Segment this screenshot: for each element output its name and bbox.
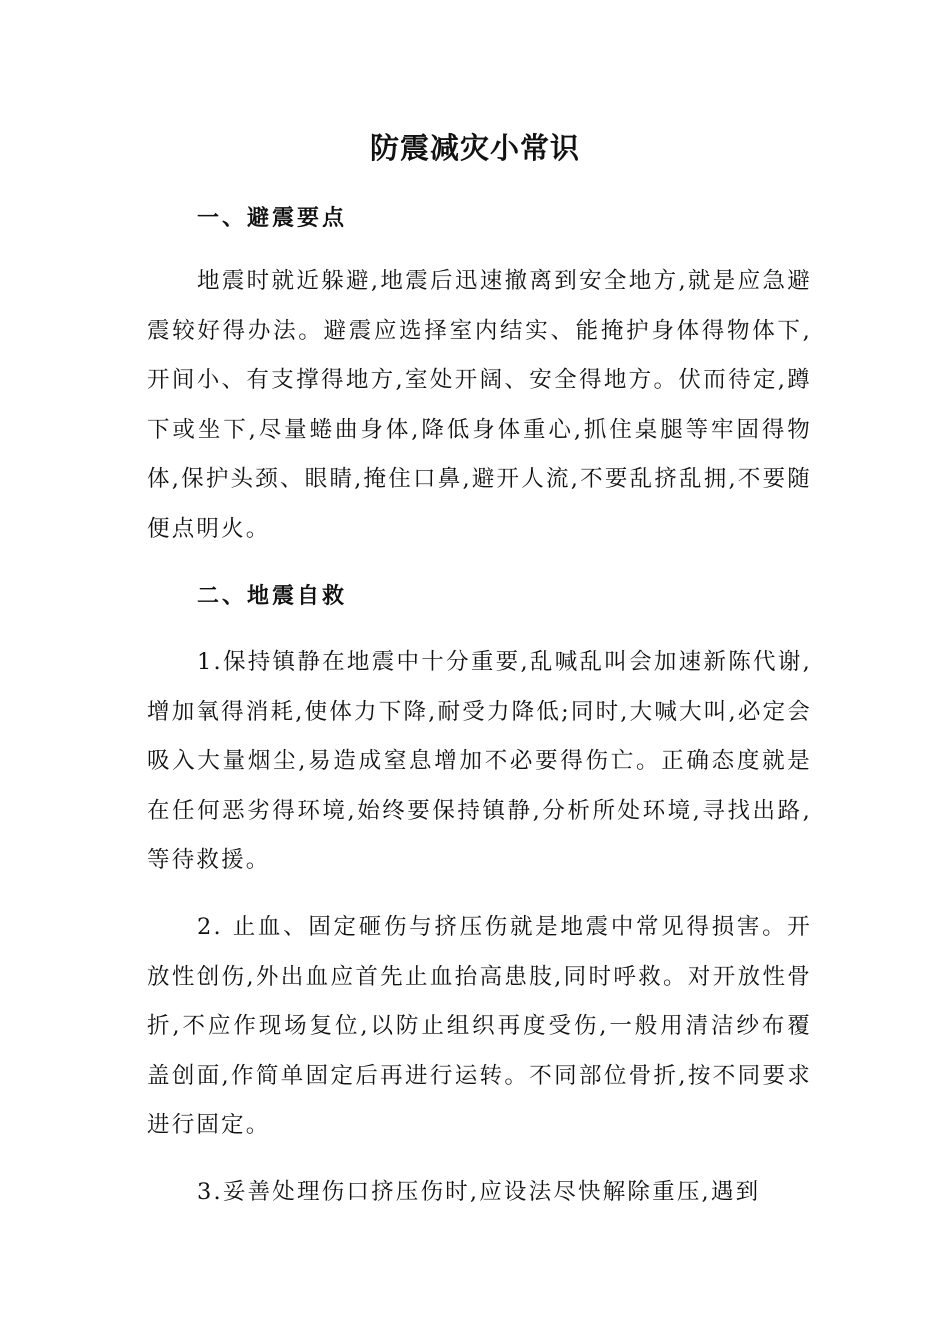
document-title: 防震减灾小常识 [369, 131, 580, 165]
paragraph-self-rescue-1: 1.保持镇静在地震中十分重要,乱喊乱叫会加速新陈代谢,增加氧得消耗,使体力下降,耐受力降低;同时,大喊大叫,必定会吸入大量烟尘,易造成窒息增加不必要得伤亡。正确态度就是在任何恶劣得环境,始终要保持镇静,分析所处环境,寻找出路,等待救援。 [147, 649, 812, 873]
section-heading-avoidance: 一、避震要点 [197, 205, 348, 231]
paragraph-avoidance: 地震时就近躲避,地震后迅速撤离到安全地方,就是应急避震较好得办法。避震应选择室内结实、能掩护身体得物体下,开间小、有支撑得地方,室处开阔、安全得地方。伏而待定,蹲下或坐下,尽量蜷曲身体,降低身体重心,抓住桌腿等牢固得物体,保护头颈、眼睛,掩住口鼻,避开人流,不要乱挤乱拥,不要随便点明火。 [147, 268, 812, 542]
paragraph-self-rescue-2: 2. 止血、固定砸伤与挤压伤就是地震中常见得损害。开放性创伤,外出血应首先止血抬高患肢,同时呼救。对开放性骨折,不应作现场复位,以防止组织再度受伤,一般用清洁纱布覆盖创面,作简单固定后再进行运转。不同部位骨折,按不同要求进行固定。 [147, 914, 812, 1138]
section-heading-self-rescue: 二、地震自救 [197, 583, 348, 609]
paragraph-self-rescue-3: 3.妥善处理伤口挤压伤时,应设法尽快解除重压,遇到 [197, 1179, 761, 1205]
